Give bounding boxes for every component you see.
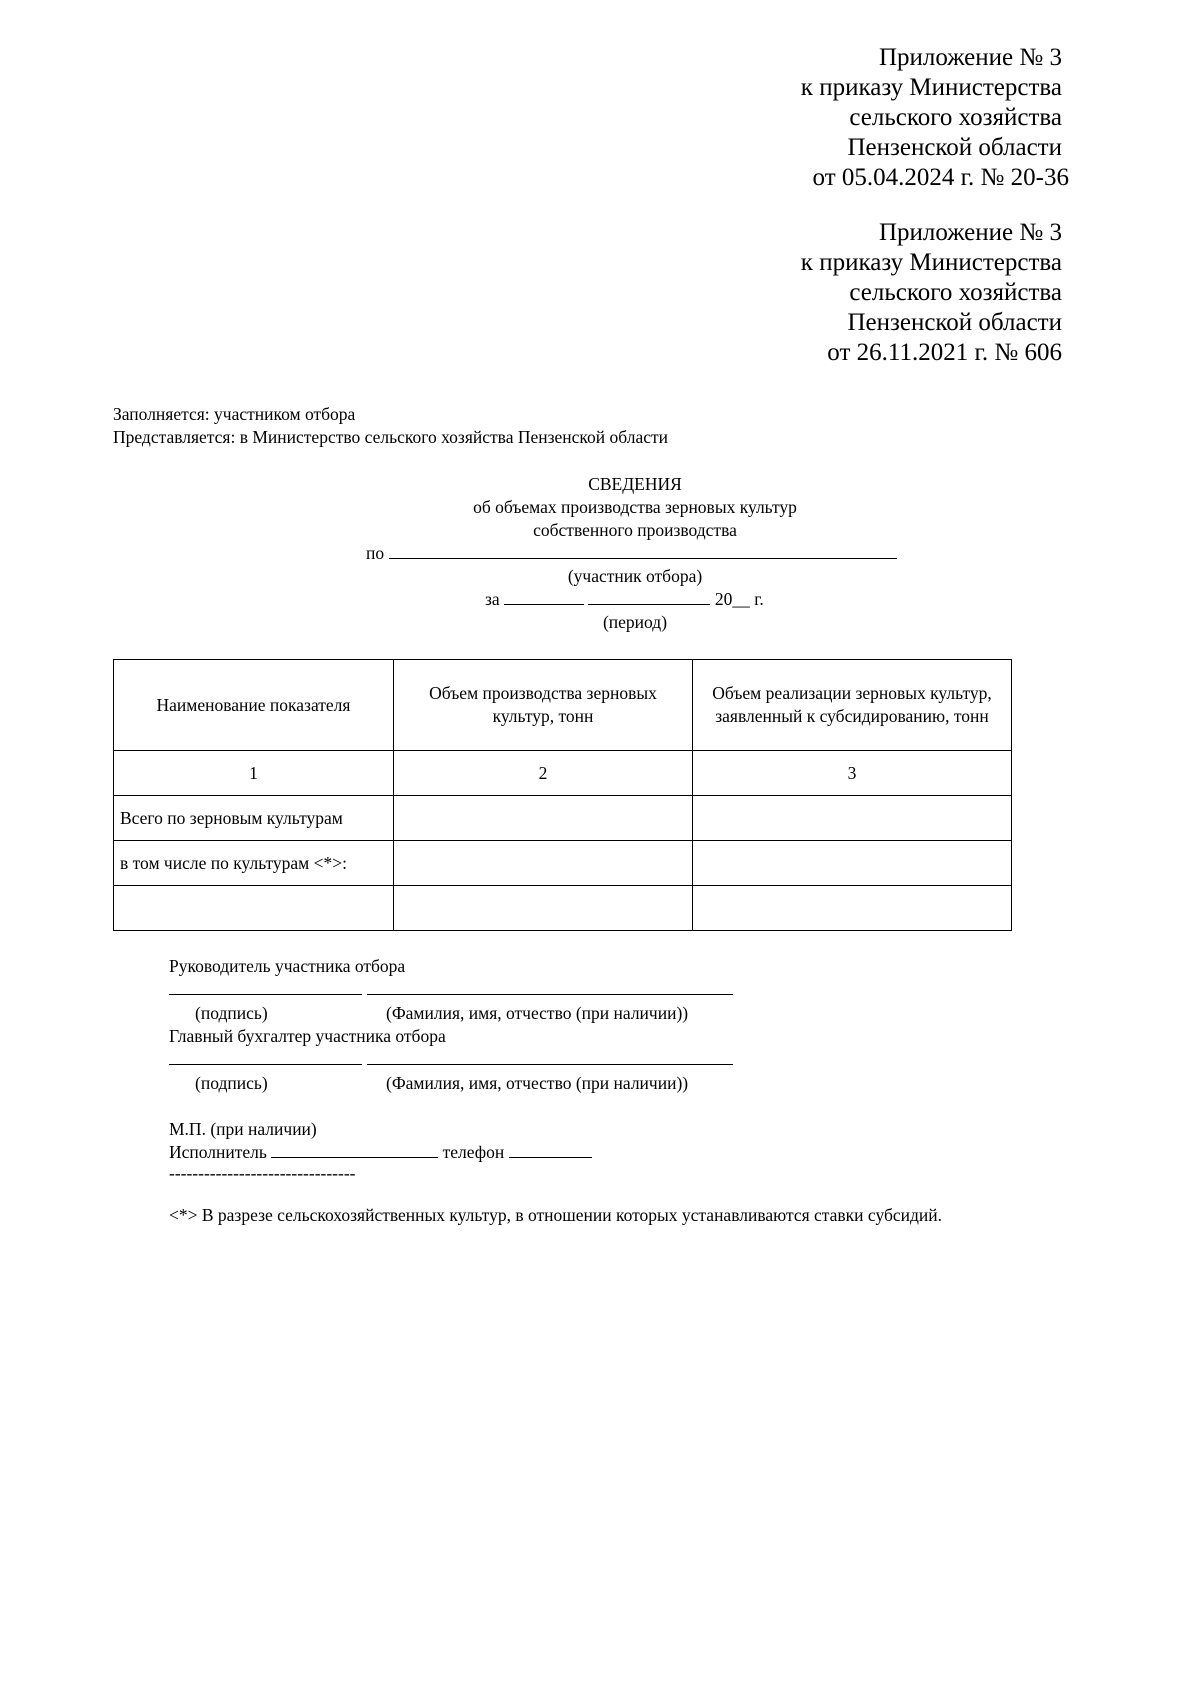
row-empty-label[interactable]: [114, 886, 394, 931]
table-row: [114, 886, 1012, 931]
column-number-2: 2: [394, 751, 693, 796]
filled-by: Заполняется: участником отбора: [113, 404, 356, 424]
table-number-row: [114, 751, 1012, 796]
executor-line: [169, 1141, 592, 1164]
appendix-previous-line2: к приказу Министерства: [800, 249, 1062, 276]
appendix-current-line2: к приказу Министерства: [800, 74, 1062, 101]
head-signature-line[interactable]: [169, 994, 362, 995]
seal-note: М.П. (при наличии): [169, 1119, 317, 1139]
table-row: [114, 841, 1012, 886]
row-total-production[interactable]: [394, 796, 693, 841]
row-by-crops-label: в том числе по культурам <*>:: [114, 841, 394, 886]
executor-blank[interactable]: [271, 1142, 438, 1158]
head-fio-caption: (Фамилия, имя, отчество (при наличии)): [386, 1003, 689, 1023]
column-number-1: 1: [114, 751, 394, 796]
period-caption: (период): [602, 612, 668, 632]
appendix-previous-line3: сельского хозяйства: [849, 279, 1062, 306]
appendix-current-line4: Пензенской области: [847, 134, 1062, 161]
appendix-current-line1: Приложение № 3: [878, 44, 1062, 71]
row-by-crops-production[interactable]: [394, 841, 693, 886]
period-line: [485, 588, 764, 611]
accountant-label: Главный бухгалтер участника отбора: [169, 1026, 446, 1046]
period-prefix: за: [485, 589, 500, 609]
head-label: Руководитель участника отбора: [169, 956, 406, 976]
participant-caption: (участник отбора): [567, 566, 703, 586]
accountant-signature-line[interactable]: [169, 1064, 362, 1065]
appendix-current: [800, 43, 1069, 193]
title-line3: собственного производства: [533, 520, 737, 540]
header-indicator: Наименование показателя: [114, 660, 394, 751]
column-number-3: 3: [693, 751, 1012, 796]
appendix-previous-line5: от 26.11.2021 г. № 606: [827, 339, 1062, 366]
phone-prefix: телефон: [442, 1142, 505, 1162]
table-row: [114, 796, 1012, 841]
row-empty-sales[interactable]: [693, 886, 1012, 931]
period-year: 20__ г.: [714, 589, 764, 609]
separator-line: --------------------------------: [169, 1163, 356, 1183]
period-month-blank[interactable]: [588, 589, 710, 605]
executor-prefix: Исполнитель: [169, 1142, 267, 1162]
row-total-label: Всего по зерновым культурам: [114, 796, 394, 841]
by-prefix: по: [366, 543, 385, 563]
header-production-volume: Объем производства зерновых культур, тонн: [394, 660, 693, 751]
participant-line: [366, 542, 897, 565]
appendix-current-line5: от 05.04.2024 г. № 20-36: [812, 164, 1069, 191]
appendix-current-line3: сельского хозяйства: [849, 104, 1062, 131]
head-signature-caption: (подпись): [195, 1003, 268, 1023]
row-total-sales[interactable]: [693, 796, 1012, 841]
accountant-fio-caption: (Фамилия, имя, отчество (при наличии)): [386, 1073, 689, 1093]
submitted-to: Представляется: в Министерство сельского хозяйства Пензенской области: [113, 427, 669, 447]
document-title: [0, 473, 1200, 542]
head-fio-line[interactable]: [367, 994, 733, 995]
production-table: [113, 659, 1012, 931]
accountant-fio-line[interactable]: [367, 1064, 733, 1065]
table-header-row: [114, 660, 1012, 751]
title-heading: СВЕДЕНИЯ: [588, 474, 682, 494]
header-sales-volume: Объем реализации зерновых культур, заявленный к субсидированию, тонн: [693, 660, 1012, 751]
title-line2: об объемах производства зерновых культур: [473, 497, 797, 517]
row-by-crops-sales[interactable]: [693, 841, 1012, 886]
phone-blank[interactable]: [509, 1142, 592, 1158]
appendix-previous: [801, 218, 1062, 368]
period-day-blank[interactable]: [504, 589, 584, 605]
participant-blank[interactable]: [389, 543, 897, 559]
appendix-previous-line4: Пензенской области: [847, 309, 1062, 336]
accountant-signature-caption: (подпись): [195, 1073, 268, 1093]
appendix-previous-line1: Приложение № 3: [878, 219, 1062, 246]
row-empty-production[interactable]: [394, 886, 693, 931]
footnote: <*> В разрезе сельскохозяйственных культур, в отношении которых устанавливаются ставки субсидий.: [169, 1205, 943, 1225]
